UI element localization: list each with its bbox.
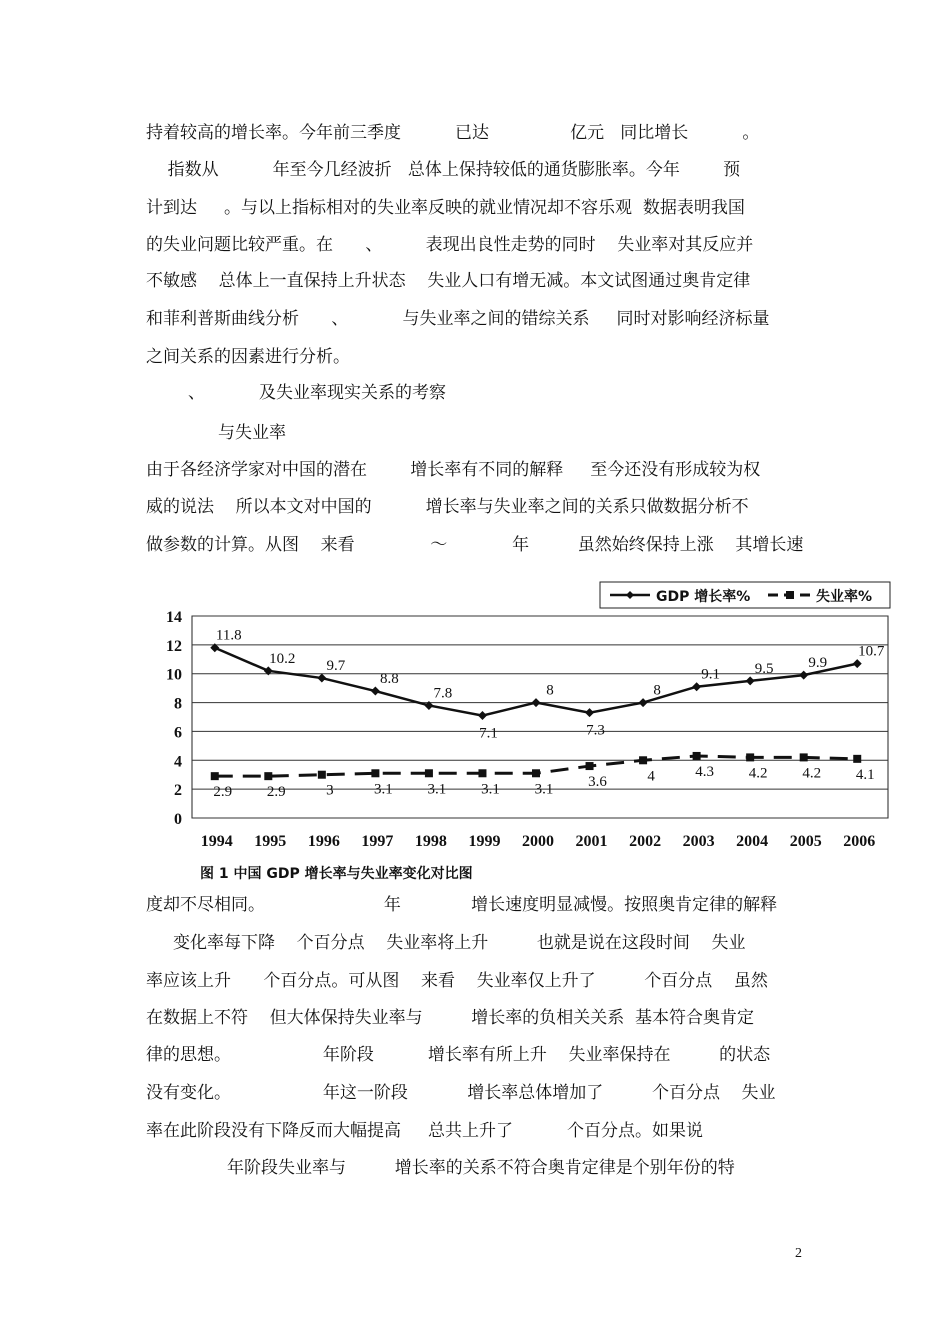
unemployment-data-label: 3.6 — [588, 774, 607, 791]
section-heading: 、 及失业率现实关系的考察 — [188, 383, 447, 403]
text-line: 持着较高的增长率。今年前三季度 已达 亿元 同比增长 。 — [146, 123, 760, 143]
x-tick-label: 1996 — [307, 833, 340, 850]
x-tick-label: 2006 — [843, 833, 876, 850]
gdp-data-label: 7.3 — [586, 722, 605, 739]
unemployment-data-label: 4.2 — [802, 765, 822, 782]
page-number: 2 — [795, 1246, 802, 1261]
text-line: 做参数的计算。从图 来看 ～ 年 虽然始终保持上涨 其增长速 — [146, 535, 804, 555]
unemployment-point — [746, 753, 754, 761]
y-tick-label: 12 — [166, 637, 182, 655]
unemployment-data-label: 3.1 — [427, 781, 447, 798]
unemployment-data-label: 3 — [326, 782, 334, 799]
unemployment-data-label: 3.1 — [374, 781, 393, 798]
subsection-heading: 与失业率 — [218, 423, 286, 443]
x-tick-label: 1999 — [468, 833, 501, 850]
x-tick-label: 2005 — [789, 833, 822, 850]
legend-unemployment-marker — [786, 591, 794, 599]
x-tick-label: 1995 — [254, 833, 287, 850]
gdp-data-label: 9.1 — [701, 666, 720, 683]
unemployment-point — [586, 762, 594, 770]
gdp-data-label: 9.7 — [326, 658, 346, 675]
unemployment-point — [693, 752, 701, 760]
y-tick-label: 6 — [174, 724, 182, 742]
unemployment-data-label: 2.9 — [213, 784, 233, 801]
unemployment-point — [532, 769, 540, 777]
x-tick-label: 1998 — [414, 833, 447, 850]
y-tick-label: 2 — [174, 782, 182, 800]
unemployment-point — [800, 753, 808, 761]
x-tick-label: 1994 — [200, 833, 233, 850]
unemployment-data-label: 4.1 — [855, 766, 875, 783]
text-line: 由于各经济学家对中国的潜在 增长率有不同的解释 至今还没有形成较为权 — [146, 460, 761, 480]
x-tick-label: 2001 — [575, 833, 608, 850]
unemployment-point — [318, 771, 326, 779]
unemployment-point — [853, 755, 861, 763]
x-tick-label: 2002 — [629, 833, 662, 850]
unemployment-data-label: 2.9 — [266, 784, 286, 801]
unemployment-data-label: 3.1 — [481, 781, 500, 798]
text-line: 变化率每下降 个百分点 失业率将上升 也就是说在这段时间 失业 — [146, 933, 746, 953]
unemployment-point — [264, 772, 272, 780]
y-tick-label: 10 — [166, 666, 182, 684]
text-line: 度却不尽相同。 年 增长速度明显减慢。按照奥肯定律的解释 — [146, 895, 778, 915]
unemployment-data-label: 4.2 — [748, 765, 768, 782]
x-tick-label: 2003 — [682, 833, 715, 850]
text-line: 和菲利普斯曲线分析 、 与失业率之间的错综关系 同时对影响经济标量 — [146, 309, 770, 329]
gdp-data-label: 9.5 — [754, 660, 774, 677]
unemployment-point — [478, 769, 486, 777]
unemployment-data-label: 3.1 — [534, 781, 554, 798]
text-line: 没有变化。 年这一阶段 增长率总体增加了 个百分点 失业 — [146, 1083, 776, 1103]
figure-caption: 图 1 中国 GDP 增长率与失业率变化对比图 — [200, 866, 473, 882]
gdp-data-label: 7.8 — [433, 685, 453, 702]
unemployment-point — [371, 769, 379, 777]
gdp-data-label: 8.8 — [380, 671, 399, 688]
text-line: 的失业问题比较严重。在 、 表现出良性走势的同时 失业率对其反应并 — [146, 235, 754, 255]
gdp-data-label: 10.7 — [858, 643, 885, 660]
text-line: 威的说法 所以本文对中国的 增长率与失业率之间的关系只做数据分析不 — [146, 497, 749, 517]
gdp-data-label: 10.2 — [269, 650, 296, 667]
gdp-data-label: 9.9 — [808, 655, 828, 672]
text-line: 年阶段失业率与 增长率的关系不符合奥肯定律是个别年份的特 — [146, 1158, 735, 1178]
gdp-data-label: 8 — [653, 682, 661, 699]
text-line: 律的思想。 年阶段 增长率有所上升 失业率保持在 的状态 — [146, 1045, 771, 1065]
y-tick-label: 8 — [174, 695, 182, 713]
x-tick-label: 1997 — [361, 833, 394, 850]
text-line: 指数从 年至今几经波折 总体上保持较低的通货膨胀率。今年 预 — [146, 160, 741, 180]
legend-unemployment-label: 失业率% — [816, 589, 873, 605]
text-line: 不敏感 总体上一直保持上升状态 失业人口有增无减。本文试图通过奥肯定律 — [146, 271, 751, 291]
y-tick-label: 0 — [174, 811, 182, 828]
chart-svg — [140, 572, 920, 912]
unemployment-data-label: 4.3 — [695, 763, 714, 780]
x-tick-label: 2004 — [736, 833, 769, 850]
gdp-data-label: 11.8 — [215, 627, 242, 644]
gdp-data-label: 8 — [546, 682, 554, 699]
text-line: 在数据上不符 但大体保持失业率与 增长率的负相关关系 基本符合奥肯定 — [146, 1008, 755, 1028]
y-tick-label: 4 — [174, 753, 182, 771]
figure-1-chart — [140, 572, 920, 912]
text-line: 率应该上升 个百分点。可从图 来看 失业率仅上升了 个百分点 虽然 — [146, 971, 768, 991]
text-line: 率在此阶段没有下降反而大幅提高 总共上升了 个百分点。如果说 — [146, 1121, 704, 1141]
gdp-data-label: 7.1 — [479, 725, 498, 742]
x-tick-label: 2000 — [522, 833, 554, 850]
unemployment-point — [425, 769, 433, 777]
text-line: 之间关系的因素进行分析。 — [146, 347, 350, 367]
legend-gdp-label: GDP 增长率% — [656, 589, 751, 605]
unemployment-point — [639, 756, 647, 764]
unemployment-data-label: 4 — [647, 768, 655, 785]
text-line: 计到达 。与以上指标相对的失业率反映的就业情况却不容乐观 数据表明我国 — [146, 198, 745, 218]
unemployment-point — [211, 772, 219, 780]
y-tick-label: 14 — [166, 609, 182, 626]
